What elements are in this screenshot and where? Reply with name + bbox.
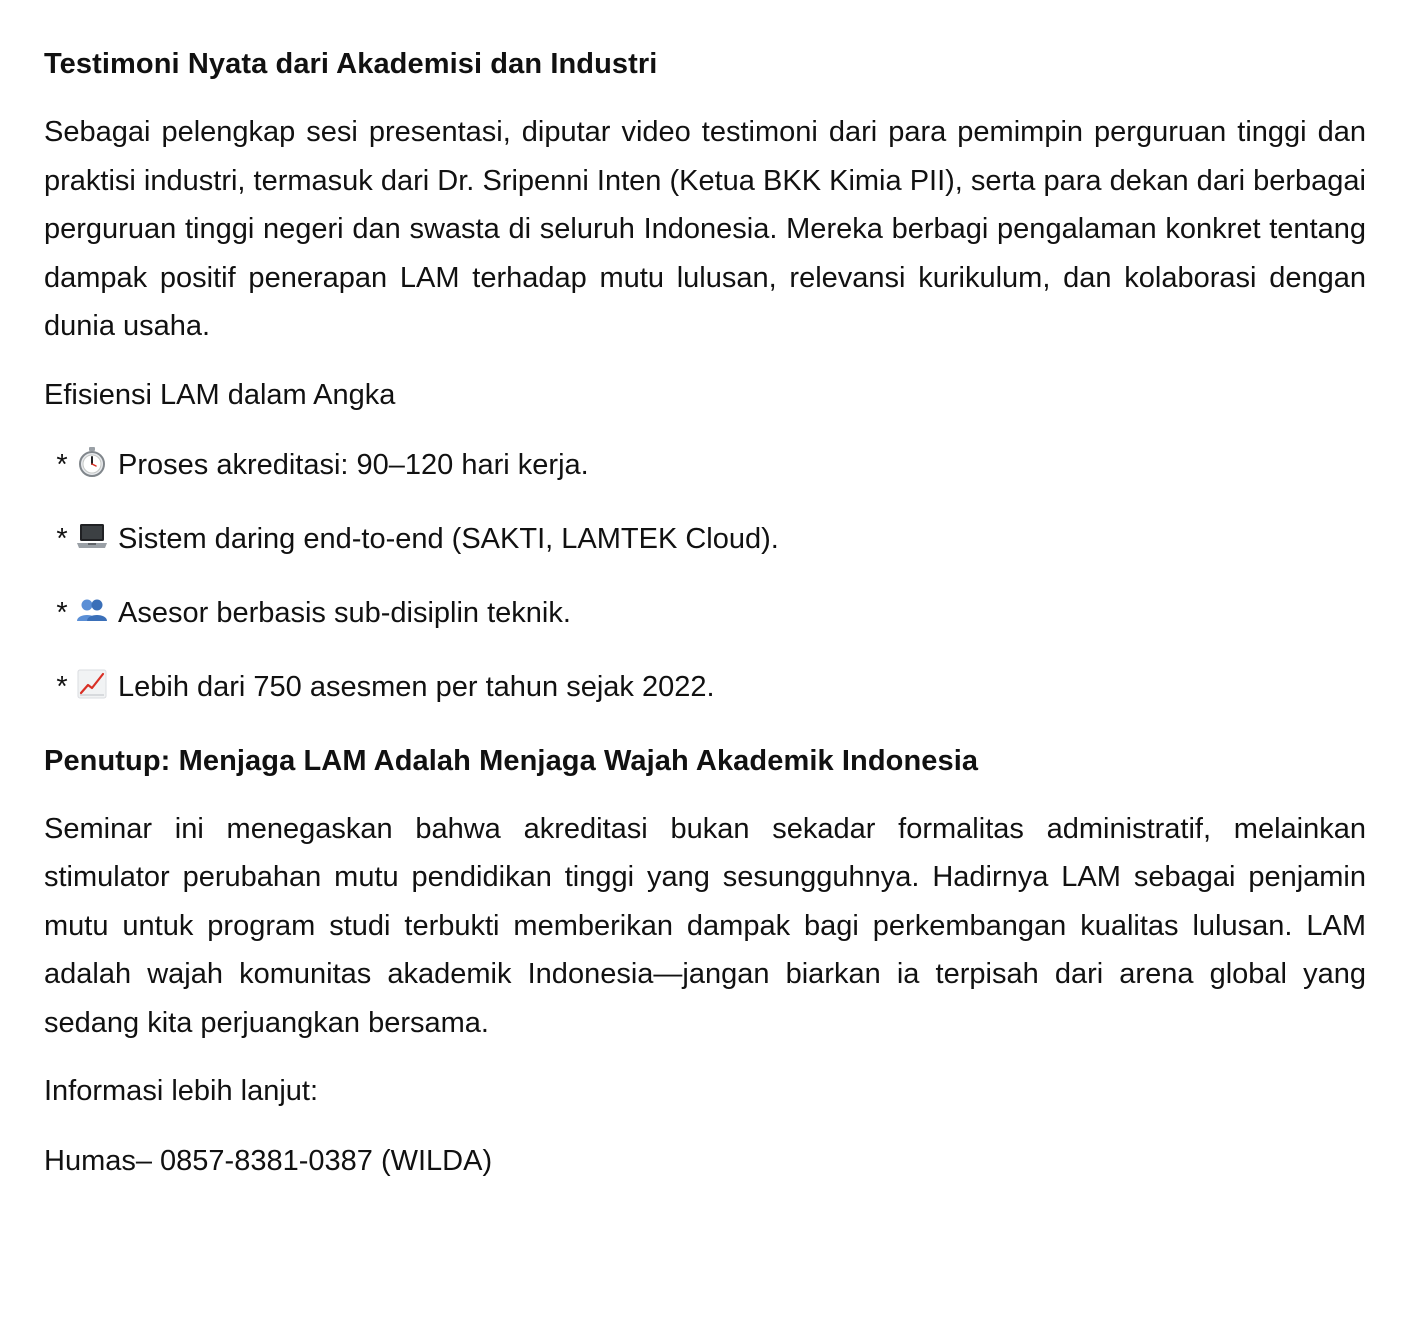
chart-increasing-icon [76,668,108,700]
bullet: * [56,522,68,555]
list-item-text: Proses akreditasi: 90–120 hari kerja. [118,448,589,481]
list-item-text: Asesor berbasis sub-disiplin teknik. [118,596,571,629]
list-item [44,515,1366,563]
contact-label: Informasi lebih lanjut: [44,1075,319,1107]
bullet: * [56,596,68,629]
bullet: * [56,448,68,481]
contact-line: Humas– 0857-8381-0387 (WILDA) [44,1145,493,1177]
section-title-efisiensi: Efisiensi LAM dalam Angka [44,378,396,411]
stopwatch-icon [76,446,108,478]
people-icon [76,594,108,626]
list-item-text: Lebih dari 750 asesmen per tahun sejak 2022. [118,670,715,703]
bullet: * [56,670,68,703]
list-item-text: Sistem daring end-to-end (SAKTI, LAMTEK Cloud). [118,522,779,555]
laptop-icon [76,520,108,552]
list-item [44,663,1366,711]
list-item [44,589,1366,637]
paragraph-penutup: Seminar ini menegaskan bahwa akreditasi bukan sekadar formalitas administratif, melainkan stimulator perubahan mutu pendidikan tinggi yang sesungguhnya. Hadirnya LAM sebagai penjamin mutu untuk program studi terbukti memberikan dampak bagi perkembangan kualitas lulusan. LAM adalah wajah komunitas akademik Indonesia—jangan biarkan ia terpisah dari arena global yang sedang kita perjuangkan bersama. [44,812,1366,1039]
section-heading-testimoni: Testimoni Nyata dari Akademisi dan Industri [44,48,658,80]
paragraph-testimoni: Sebagai pelengkap sesi presentasi, diputar video testimoni dari para pemimpin perguruan tinggi dan praktisi industri, termasuk dari Dr. Sripenni Inten (Ketua BKK Kimia PII), serta para dekan dari berbagai perguruan tinggi negeri dan swasta di seluruh Indonesia. Mereka berbagi pengalaman konkret tentang dampak positif penerapan LAM terhadap mutu lulusan, relevansi kurikulum, dan kolaborasi dengan dunia usaha. [44,116,1366,342]
section-heading-penutup: Penutup: Menjaga LAM Adalah Menjaga Wajah Akademik Indonesia [44,744,979,777]
list-item [44,441,1366,489]
document-body [44,40,1366,1207]
